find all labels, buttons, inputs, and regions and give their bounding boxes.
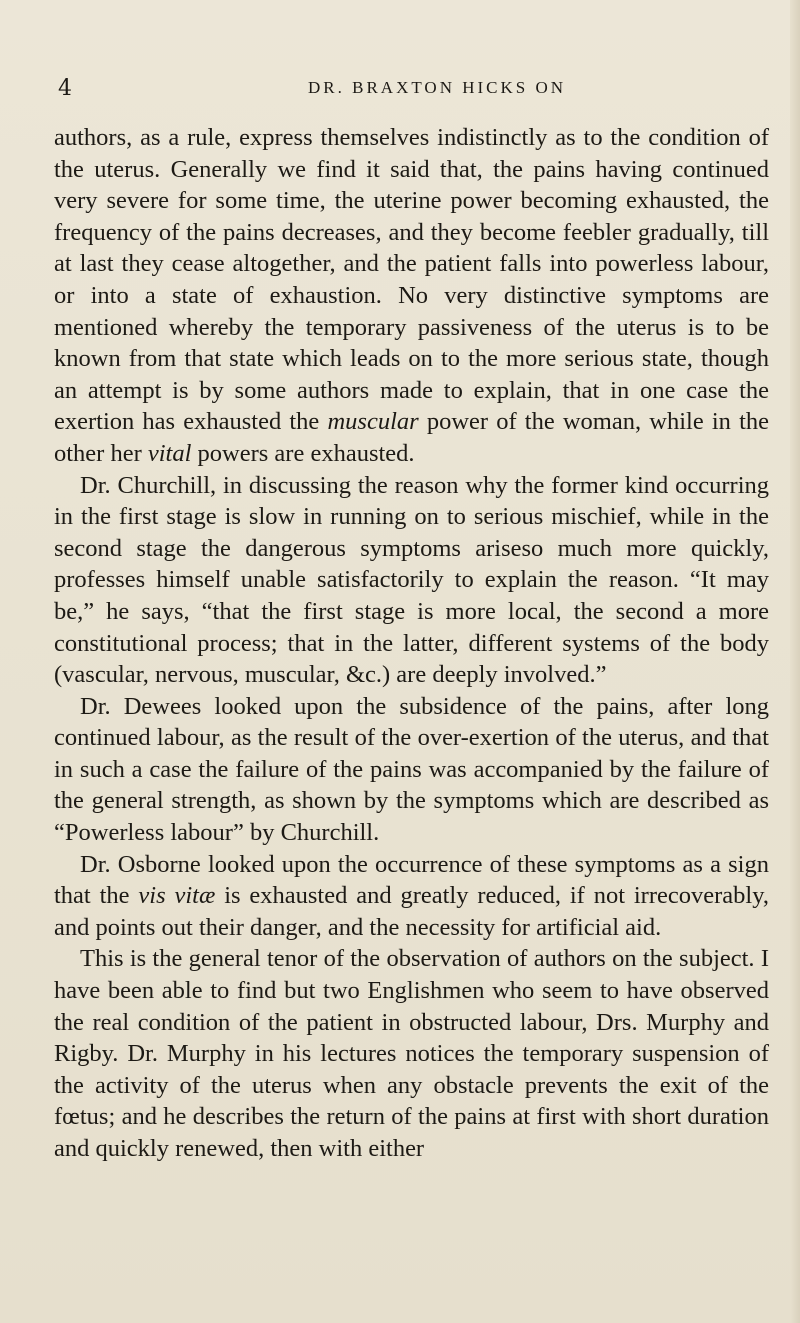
paragraph-text: This is the general tenor of the observation of authors on the subject. I have been able to find but two Englishmen who seem to have observed the real condition of the patient in obstructed labour, Drs. Murphy and Rigby. Dr. Murphy in his lectures notices the temporary suspension of the activity of the uterus when any obstacle prevents the exit of the fœtus; and he describes the return of the pains at first with short duration and quickly renewed, then with either	[54, 945, 769, 1162]
paragraph	[54, 122, 769, 470]
paragraph-text: power of the woman, while in the other her	[54, 408, 770, 467]
paragraph	[54, 849, 769, 944]
paragraph-text: Dr. Churchill, in discussing the reason why the former kind occurring in the first stage is slow in running on to serious mischief, while in the second stage the dangerous symptoms ariseso much more quickly, professes himself unable satisfactorily to explain the reason. “It may be,” he says, “that the first stage is more local, the second a more constitutional process; that in the latter, different systems of the body (vascular, nervous, muscular, &c.) are deeply involved.”	[54, 471, 769, 689]
body-text	[54, 122, 769, 1165]
italic-text: vital	[147, 439, 192, 467]
running-title: DR. BRAXTON HICKS ON	[308, 78, 567, 97]
italic-text: vis vitæ	[138, 882, 216, 910]
paragraph-text: powers are exhausted.	[191, 439, 415, 467]
paragraph-text: Dr. Osborne looked upon the occurrence of these symptoms as a sign that the	[54, 850, 769, 910]
page-edge	[790, 0, 800, 1323]
italic-text: muscular	[327, 408, 419, 436]
paragraph-text: is exhausted and greatly reduced, if not irrecoverably, and points out their danger, and the necessity for artificial aid.	[54, 882, 769, 941]
page-number: 4	[58, 76, 72, 101]
paragraph-text: authors, as a rule, express themselves indistinctly as to the condition of the uterus. Generally we find it said that, the pains having continued very severe for some time, the uterine power becoming exhausted, the frequency of the pains decreases, and they become feebler gradually, till at last they cease altogether, and the patient falls into powerless labour, or into a state of exhaustion. No very distinctive symptoms are mentioned whereby the temporary passiveness of the uterus is to be known from that state which leads on to the more serious state, though an attempt is by some authors made to explain, that in one case the exertion has exhausted the	[54, 124, 769, 436]
paragraph	[54, 691, 769, 849]
page-header	[58, 76, 740, 104]
paragraph	[54, 470, 769, 691]
paragraph-text: Dr. Dewees looked upon the subsidence of the pains, after long continued labour, as the result of the over-exertion of the uterus, and that in such a case the failure of the pains was accompanied by the failure of the general strength, as shown by the symptoms which are described as “Powerless labour” by Churchill.	[54, 692, 769, 847]
paragraph	[54, 943, 769, 1164]
